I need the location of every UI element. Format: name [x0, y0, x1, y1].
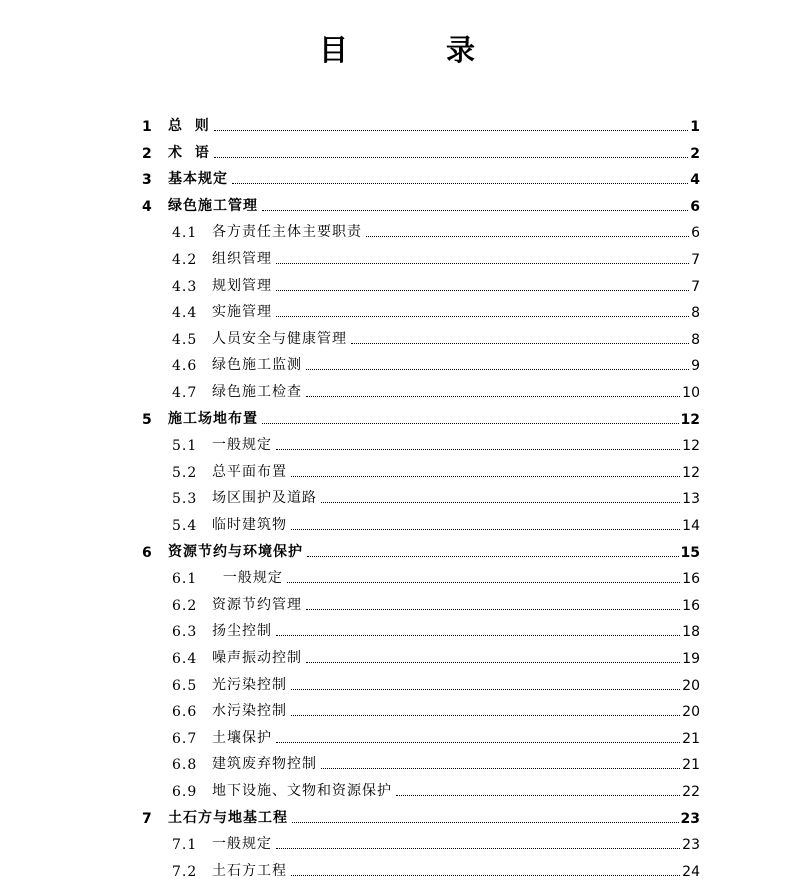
- toc-entry-title: 光污染控制: [212, 676, 287, 693]
- toc-section-entry[interactable]: [0, 269, 794, 295]
- toc-entry-number: 2: [142, 145, 152, 162]
- toc-entry-title: 绿色施工监测: [212, 357, 302, 374]
- toc-entry-title: 总平面布置: [212, 463, 287, 480]
- toc-entry-number: 6.6: [172, 704, 198, 721]
- toc-entry-number: 6.2: [172, 597, 198, 614]
- toc-section-entry[interactable]: [0, 295, 794, 321]
- toc-dot-leader: [366, 236, 689, 237]
- toc-dot-leader: [396, 795, 680, 796]
- toc-dot-leader: [291, 529, 680, 530]
- toc-page-number: 12: [682, 464, 700, 481]
- toc-entry-number: 4.2: [172, 252, 198, 268]
- toc-chapter-entry[interactable]: [0, 189, 794, 215]
- toc-entry-number: 4: [142, 198, 152, 215]
- toc-page-number: 23: [680, 810, 700, 827]
- toc-entry-number: 6.8: [172, 757, 198, 774]
- toc-page-number: 20: [682, 704, 700, 721]
- toc-entry-number: 6.7: [172, 730, 198, 747]
- toc-entry-number: 6: [142, 544, 152, 561]
- toc-dot-leader: [351, 343, 689, 344]
- toc-entry-number: 7.2: [172, 863, 198, 880]
- toc-dot-leader: [262, 210, 688, 211]
- page-title: 目 录: [318, 33, 520, 67]
- toc-section-entry[interactable]: [0, 588, 794, 614]
- toc-entry-title: 资源节约与环境保护: [168, 543, 303, 560]
- toc-dot-leader: [291, 689, 680, 690]
- toc-entry-title: 实施管理: [212, 304, 272, 321]
- toc-chapter-entry[interactable]: [0, 162, 794, 188]
- toc-entry-number: 4.3: [172, 278, 198, 295]
- toc-chapter-entry[interactable]: [0, 801, 794, 827]
- toc-chapter-entry[interactable]: [0, 109, 794, 135]
- toc-section-entry[interactable]: [0, 854, 794, 880]
- toc-entry-title: 一般规定: [212, 437, 272, 454]
- toc-entry-number: 3: [142, 172, 152, 189]
- toc-entry-number: 4.5: [172, 331, 198, 348]
- toc-section-entry[interactable]: [0, 561, 794, 587]
- toc-entry-number: 6.4: [172, 651, 198, 667]
- toc-entry-title: 土石方与地基工程: [168, 809, 288, 826]
- toc-page-number: 12: [680, 411, 700, 428]
- toc-chapter-entry[interactable]: [0, 535, 794, 561]
- toc-dot-leader: [291, 875, 680, 876]
- toc-chapter-entry[interactable]: [0, 136, 794, 162]
- toc-page-number: 8: [691, 305, 700, 322]
- toc-section-entry[interactable]: [0, 668, 794, 694]
- toc-section-entry[interactable]: [0, 508, 794, 534]
- toc-page-number: 6: [691, 225, 700, 242]
- toc-page-number: 24: [682, 863, 700, 880]
- toc-entry-title: 组织管理: [212, 251, 272, 267]
- toc-page-number: 8: [691, 331, 700, 348]
- toc-entry-title: 一般规定: [212, 836, 272, 853]
- toc-dot-leader: [276, 449, 680, 450]
- toc-entry-title: 一般规定: [212, 570, 283, 587]
- toc-entry-number: 4.6: [172, 358, 198, 375]
- toc-page-number: 15: [680, 544, 700, 561]
- toc-dot-leader: [291, 715, 680, 716]
- toc-page-number: 4: [690, 172, 700, 189]
- toc-entry-title: 施工场地布置: [168, 410, 258, 427]
- toc-page-number: 10: [682, 385, 700, 401]
- toc-entry-title: 各方责任主体主要职责: [212, 224, 362, 241]
- toc-entry-number: 5.4: [172, 518, 198, 534]
- toc-section-entry[interactable]: [0, 774, 794, 800]
- toc-dot-leader: [306, 396, 680, 397]
- toc-dot-leader: [276, 742, 680, 743]
- toc-page-number: 7: [691, 252, 700, 268]
- toc-entry-title: 资源节约管理: [212, 596, 302, 613]
- toc-dot-leader: [276, 263, 689, 264]
- toc-entry-title: 临时建筑物: [212, 517, 287, 533]
- toc-entry-title: 扬尘控制: [212, 623, 272, 640]
- toc-entry-number: 5: [142, 411, 152, 428]
- toc-entry-number: 6.1: [172, 571, 198, 588]
- toc-section-entry[interactable]: [0, 694, 794, 720]
- toc-entry-title: 术 语: [168, 144, 210, 161]
- toc-section-entry[interactable]: [0, 481, 794, 507]
- toc-page-number: 20: [682, 677, 700, 694]
- toc-entry-title: 绿色施工检查: [212, 384, 302, 400]
- toc-dot-leader: [306, 609, 680, 610]
- toc-page-number: 14: [682, 518, 700, 534]
- toc-entry-title: 建筑废弃物控制: [212, 756, 317, 773]
- toc-page-number: 1: [690, 119, 700, 135]
- toc-section-entry[interactable]: [0, 322, 794, 348]
- toc-dot-leader: [214, 157, 689, 158]
- toc-dot-leader: [321, 768, 680, 769]
- toc-page-number: 9: [691, 358, 700, 375]
- toc-dot-leader: [276, 848, 680, 849]
- toc-entry-title: 噪声振动控制: [212, 650, 302, 666]
- toc-section-entry[interactable]: [0, 215, 794, 241]
- toc-entry-number: 6.9: [172, 784, 198, 800]
- toc-entry-number: 7: [142, 810, 152, 827]
- toc-entry-number: 5.1: [172, 438, 198, 455]
- toc-section-entry[interactable]: [0, 242, 794, 268]
- toc-entry-number: 5.2: [172, 464, 198, 481]
- toc-section-entry[interactable]: [0, 375, 794, 401]
- toc-entry-title: 土石方工程: [212, 862, 287, 879]
- toc-entry-title: 水污染控制: [212, 703, 287, 720]
- toc-dot-leader: [276, 316, 689, 317]
- toc-entry-number: 5.3: [172, 491, 198, 508]
- toc-section-entry[interactable]: [0, 641, 794, 667]
- toc-entry-number: 6.5: [172, 677, 198, 694]
- toc-entry-number: 4.7: [172, 385, 198, 401]
- toc-page-number: 6: [690, 198, 700, 215]
- toc-dot-leader: [276, 290, 689, 291]
- toc-entry-number: 7.1: [172, 837, 198, 854]
- toc-dot-leader: [262, 423, 679, 424]
- toc-section-entry[interactable]: [0, 348, 794, 374]
- toc-section-entry[interactable]: [0, 721, 794, 747]
- toc-entry-title: 地下设施、文物和资源保护: [212, 783, 392, 799]
- toc-page-number: 13: [682, 491, 700, 508]
- toc-page-number: 16: [682, 597, 700, 614]
- toc-section-entry[interactable]: [0, 428, 794, 454]
- toc-page-number: 19: [682, 651, 700, 667]
- toc-section-entry[interactable]: [0, 827, 794, 853]
- toc-entry-title: 绿色施工管理: [168, 197, 258, 214]
- toc-section-entry[interactable]: [0, 455, 794, 481]
- toc-page-number: 2: [690, 145, 700, 162]
- toc-chapter-entry[interactable]: [0, 402, 794, 428]
- toc-dot-leader: [306, 662, 680, 663]
- toc-entry-number: 4.4: [172, 305, 198, 322]
- toc-dot-leader: [214, 130, 689, 131]
- toc-page-number: 21: [682, 757, 700, 774]
- toc-dot-leader: [306, 369, 689, 370]
- toc-dot-leader: [276, 635, 680, 636]
- toc-dot-leader: [292, 822, 679, 823]
- toc-dot-leader: [321, 502, 680, 503]
- toc-page-number: 7: [691, 278, 700, 295]
- toc-entry-number: 6.3: [172, 624, 198, 641]
- toc-dot-leader: [307, 556, 679, 557]
- toc-entry-title: 土壤保护: [212, 729, 272, 746]
- toc-dot-leader: [291, 476, 680, 477]
- toc-dot-leader: [232, 183, 688, 184]
- toc-section-entry[interactable]: [0, 614, 794, 640]
- toc-section-entry[interactable]: [0, 747, 794, 773]
- toc-page-number: 12: [682, 438, 700, 455]
- toc-page-number: 16: [682, 571, 700, 588]
- toc-entry-title: 基本规定: [168, 171, 228, 188]
- toc-entry-number: 4.1: [172, 225, 198, 242]
- toc-page-number: 22: [682, 784, 700, 800]
- toc-entry-title: 规划管理: [212, 277, 272, 294]
- toc-entry-title: 总 则: [168, 118, 210, 134]
- toc-entry-title: 场区围护及道路: [212, 490, 317, 507]
- toc-entry-number: 1: [142, 119, 152, 135]
- toc-dot-leader: [287, 582, 680, 583]
- toc-page-number: 18: [682, 624, 700, 641]
- toc-page-number: 23: [682, 837, 700, 854]
- toc-entry-title: 人员安全与健康管理: [212, 330, 347, 347]
- toc-page-number: 21: [682, 730, 700, 747]
